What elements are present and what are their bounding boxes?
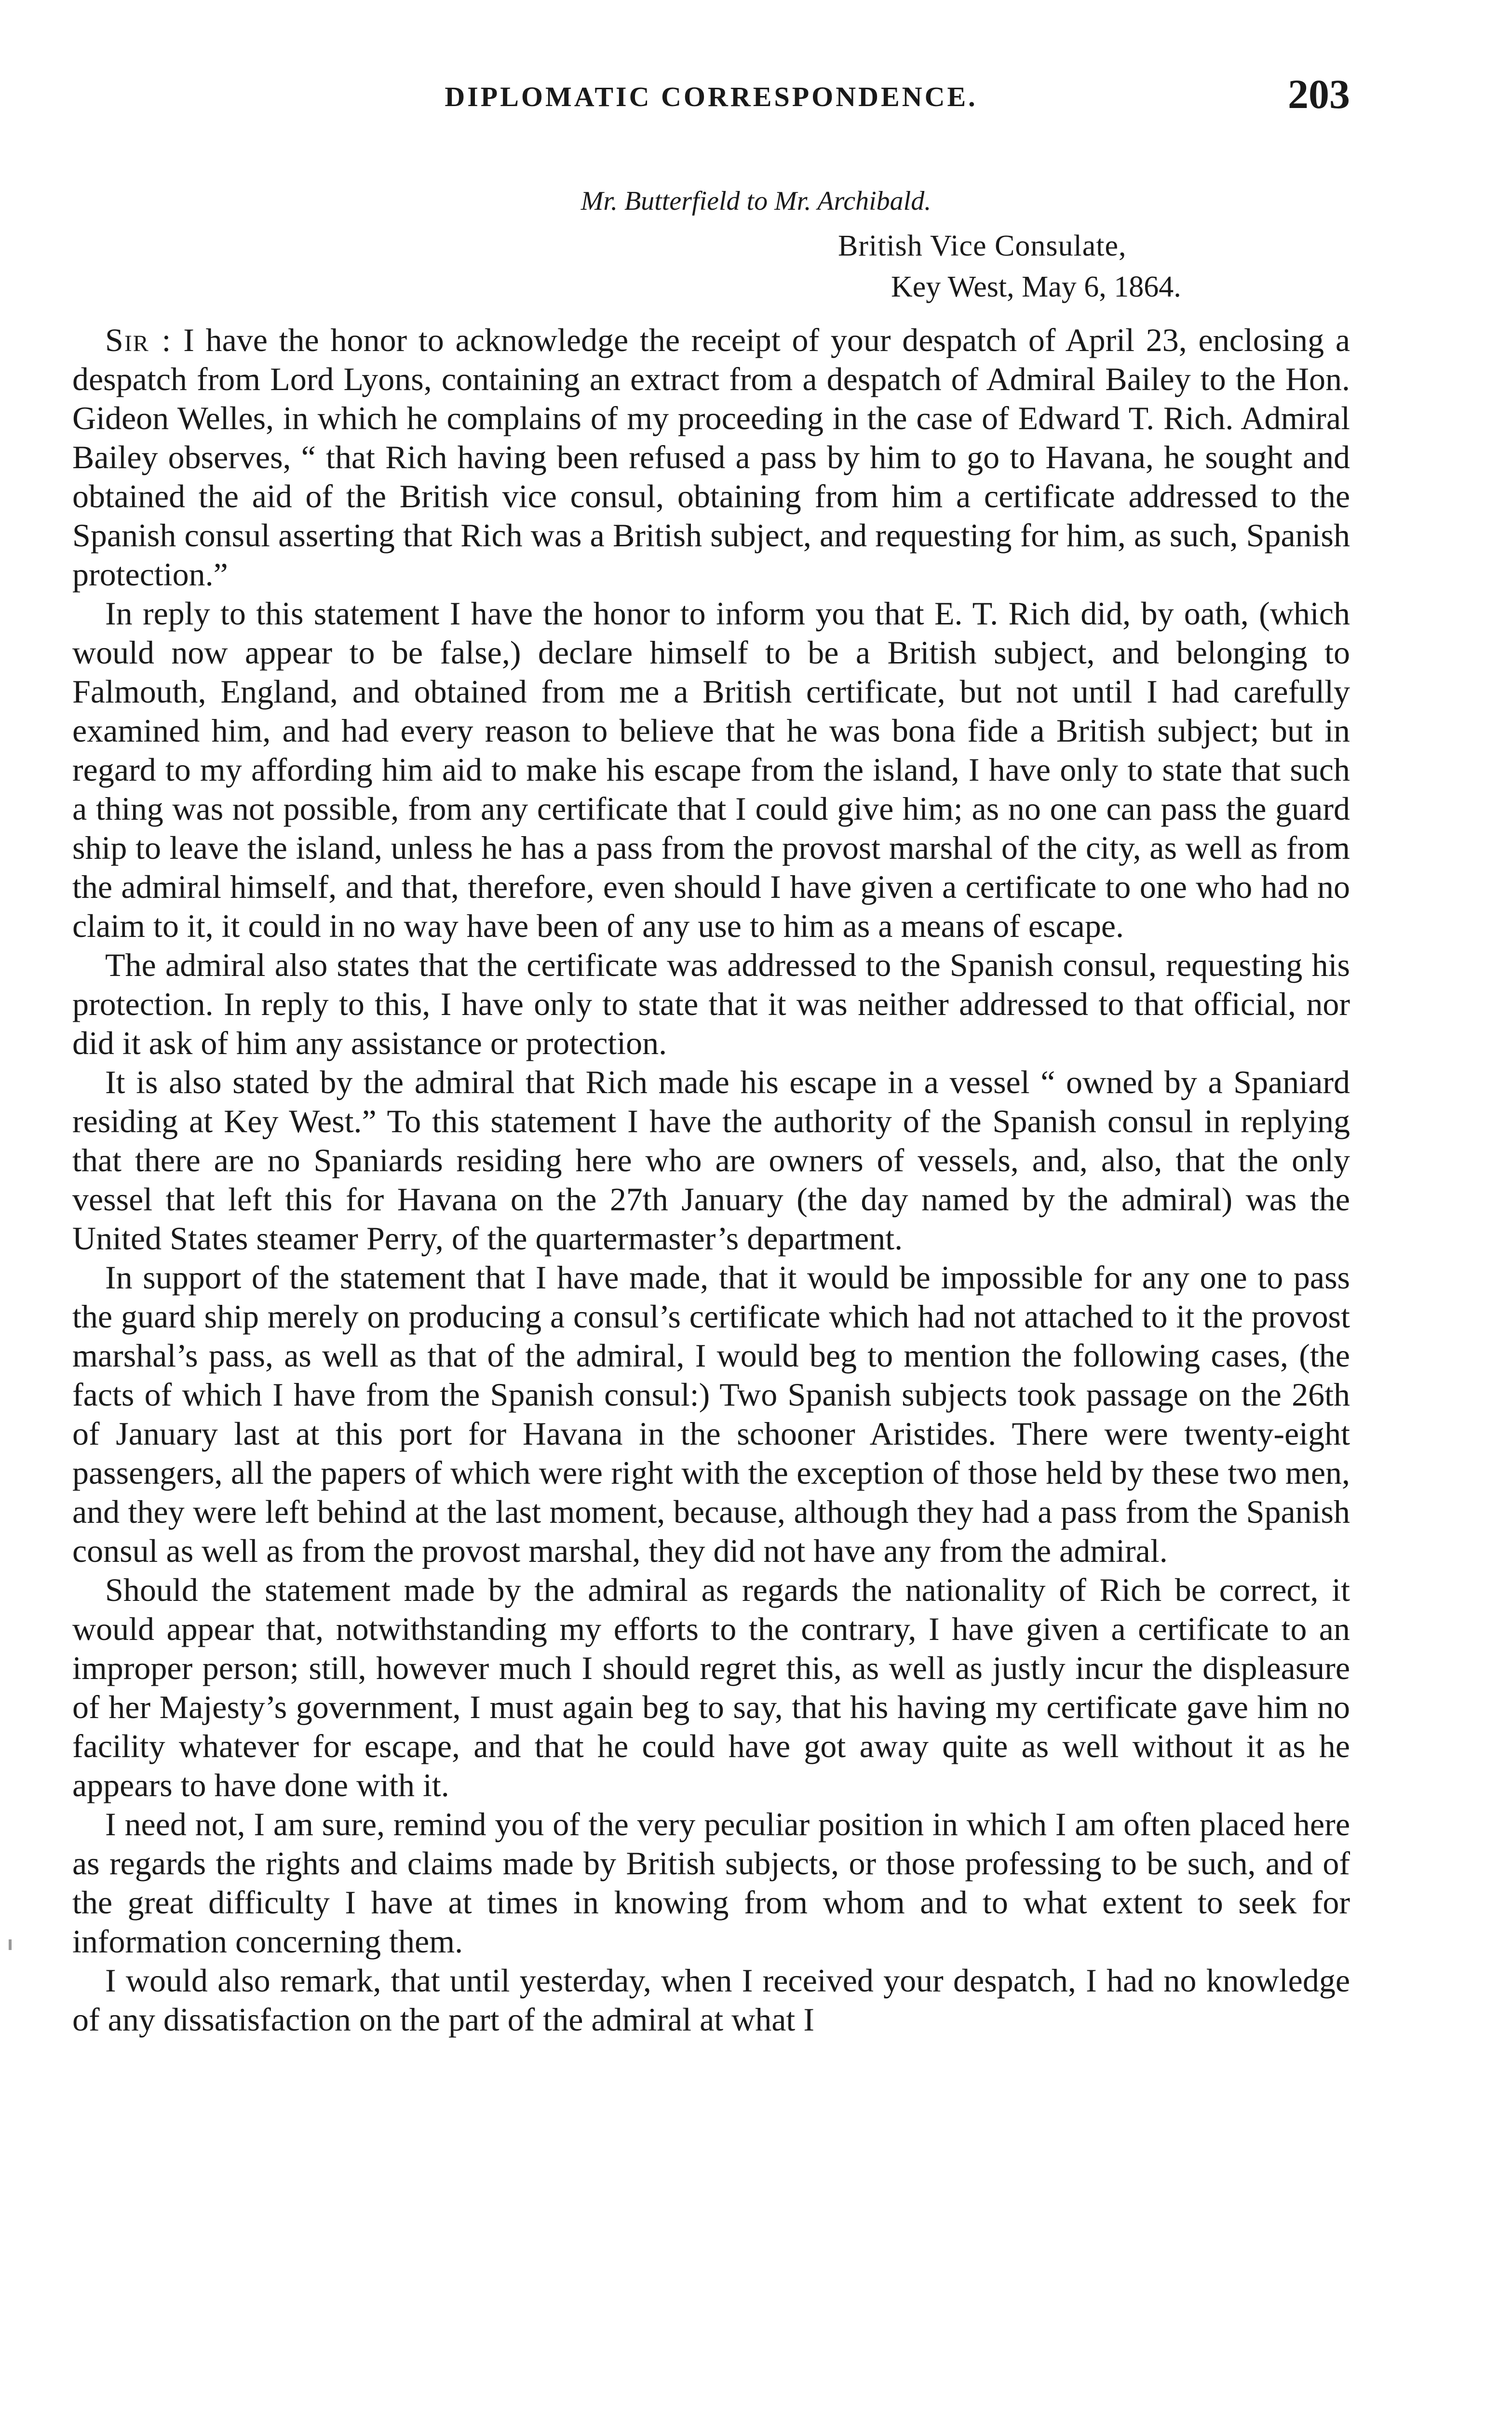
paragraph-text: I have the honor to acknowledge the receipt of your despatch of April 23, enclosing a despatch from Lord Lyons, containing an extract from a despatch of Admiral Bailey to the Hon. Gideon Welles, in which he complains of my proceeding in the case of Edward T. Rich. Admiral Bailey observes, “ that Rich having been refused a pass by him to go to Havana, he sought and obtained the aid of the British vice consul, obtaining from him a certificate addressed to the Spanish consul asserting that Rich was a British subject, and requesting for him, as such, Spanish protection.” [72,322,1350,593]
page-header [72,70,1350,128]
paragraph-3: The admiral also states that the certificate was addressed to the Spanish consul, requesting his protection. In reply to this, I have only to state that it was neither addressed to that official, nor did it ask of him any assistance or protection. [72,947,1350,1061]
margin-mark [9,1939,12,1950]
paragraph-6: Should the statement made by the admiral as regards the nationality of Rich be correct, it would appear that, notwithstanding my efforts to the contrary, I have given a certificate to an improper person; still, however much I should regret this, as well as justly incur the displeasure of her Majesty’s government, I must again beg to say, that his having my certificate gave him no facility whatever for escape, and that he could have got away quite as well without it as he appears to have done with it. [72,1571,1350,1803]
salutation: Sir : [105,322,172,358]
letter-heading: Mr. Butterfield to Mr. Archibald. [580,186,932,216]
paragraph-5: In support of the statement that I have made, that it would be impossible for any one to pass the guard ship merely on producing a consul’s certificate which had not attached to it the provost marshal’s pass, as well as that of the admiral, I would beg to mention the following cases, (the facts of which I have from the Spanish consul:) Two Spanish subjects took passage on the 26th of January last at this port for Havana in the schooner Aristides. There were twenty-eight passengers, all the papers of which were right with the exception of those held by these two men, and they were left behind at the last moment, because, although they had a pass from the Spanish consul as well as from the provost marshal, they did not have any from the admiral. [72,1259,1350,1569]
letter-body [72,321,1350,2039]
place-date-line: Key West, May 6, 1864. [891,271,1181,303]
paragraph-1 [72,321,1350,594]
paragraph-8: I would also remark, that until yesterday, when I received your despatch, I had no knowledge of any dissatisfaction on the part of the admiral at what I [72,1962,1350,2038]
paragraph-4: It is also stated by the admiral that Rich made his escape in a vessel “ owned by a Spaniard residing at Key West.” To this statement I have the authority of the Spanish consul in replying that there are no Spaniards residing here who are owners of vessels, and, also, that the only vessel that left this for Havana on the 27th January (the day named by the admiral) was the United States steamer Perry, of the quartermaster’s department. [72,1064,1350,1257]
page-number: 203 [1288,71,1350,117]
paragraph-2: In reply to this statement I have the honor to inform you that E. T. Rich did, by oath, (which would now appear to be false,) declare himself to be a British subject, and belonging to Falmouth, England, and obtained from me a British certificate, but not until I had carefully examined him, and had every reason to believe that he was bona fide a British subject; but in regard to my affording him aid to make his escape from the island, I have only to state that such a thing was not possible, from any certificate that I could give him; as no one can pass the guard ship to leave the island, unless he has a pass from the provost marshal of the city, as well as from the admiral himself, and that, therefore, even should I have given a certificate to one who had no claim to it, it could in no way have been of any use to him as a means of escape. [72,595,1350,944]
paragraph-7: I need not, I am sure, remind you of the very peculiar position in which I am often placed here as regards the rights and claims made by British subjects, or those professing to be such, and of the great difficulty I have at times in knowing from whom and to what extent to seek for information concerning them. [72,1806,1350,1960]
running-title: DIPLOMATIC CORRESPONDENCE. [445,81,978,112]
consulate-line: British Vice Consulate, [838,230,1127,262]
